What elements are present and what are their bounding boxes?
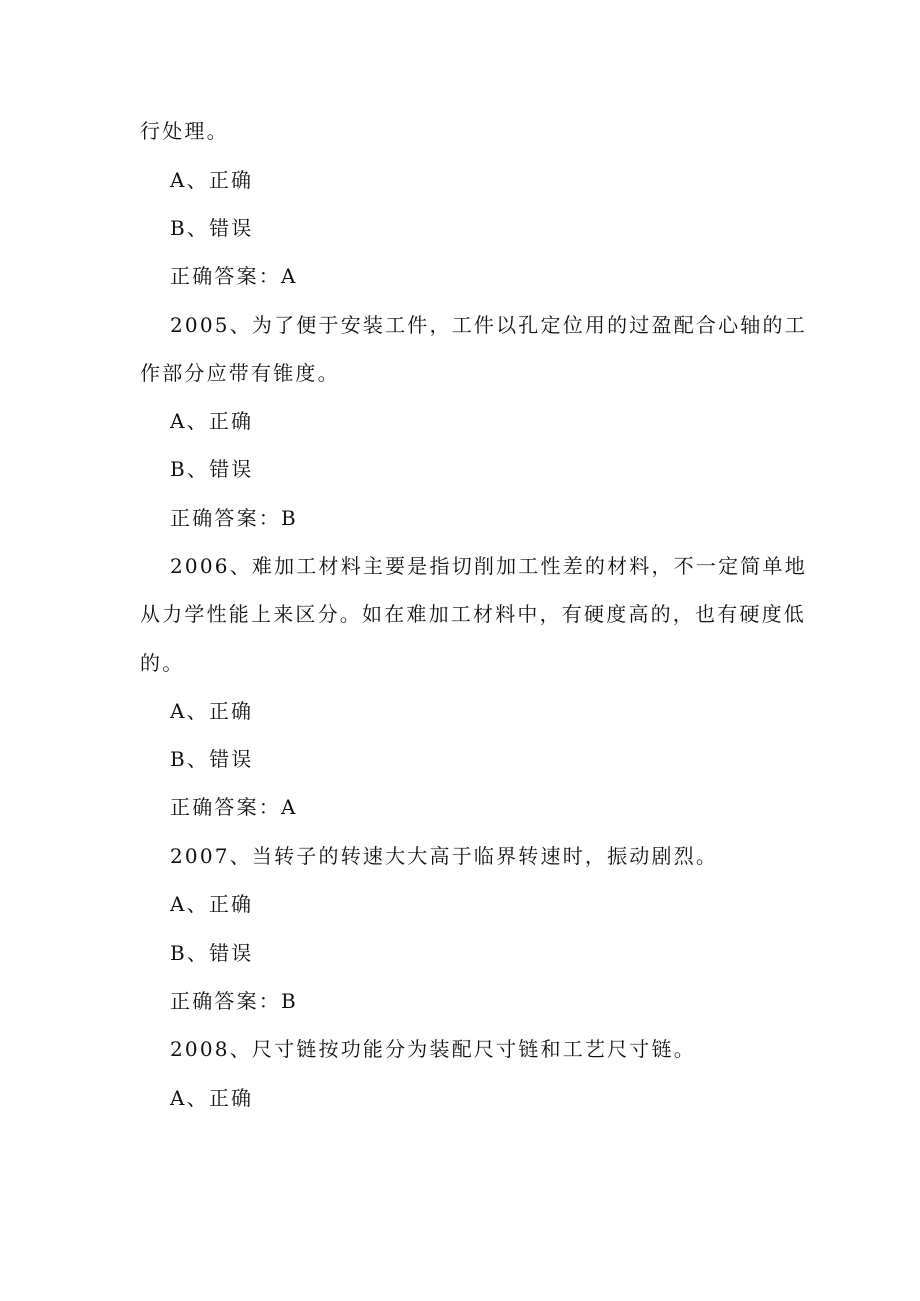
- option-b: B、错误: [170, 457, 254, 481]
- question-2007-text: 2007、当转子的转速大大高于临界转速时，振动剧烈。: [170, 844, 719, 868]
- question-2005-text: 2005、为了便于安装工件，工件以孔定位用的过盈配合心轴的工: [170, 313, 807, 337]
- question-text-continuation: 行处理。: [140, 119, 229, 143]
- question-2005-text-cont: 作部分应带有锥度。: [140, 361, 340, 385]
- option-b: B、错误: [170, 941, 254, 965]
- option-a: A、正确: [170, 892, 254, 916]
- question-2008-text: 2008、尺寸链按功能分为装配尺寸链和工艺尺寸链。: [170, 1037, 696, 1061]
- option-a: A、正确: [170, 699, 254, 723]
- option-a: A、正确: [170, 1086, 254, 1110]
- question-2006-text: 2006、难加工材料主要是指切削加工性差的材料，不一定简单地: [170, 554, 807, 578]
- question-2006-text-cont: 从力学性能上来区分。如在难加工材料中，有硬度高的，也有硬度低: [140, 602, 806, 626]
- correct-answer: 正确答案：B: [170, 506, 298, 530]
- option-a: A、正确: [170, 168, 254, 192]
- correct-answer: 正确答案：B: [170, 989, 298, 1013]
- question-2006-text-cont: 的。: [140, 651, 185, 675]
- option-b: B、错误: [170, 216, 254, 240]
- option-b: B、错误: [170, 747, 254, 771]
- correct-answer: 正确答案：A: [170, 264, 298, 288]
- correct-answer: 正确答案：A: [170, 795, 298, 819]
- option-a: A、正确: [170, 409, 254, 433]
